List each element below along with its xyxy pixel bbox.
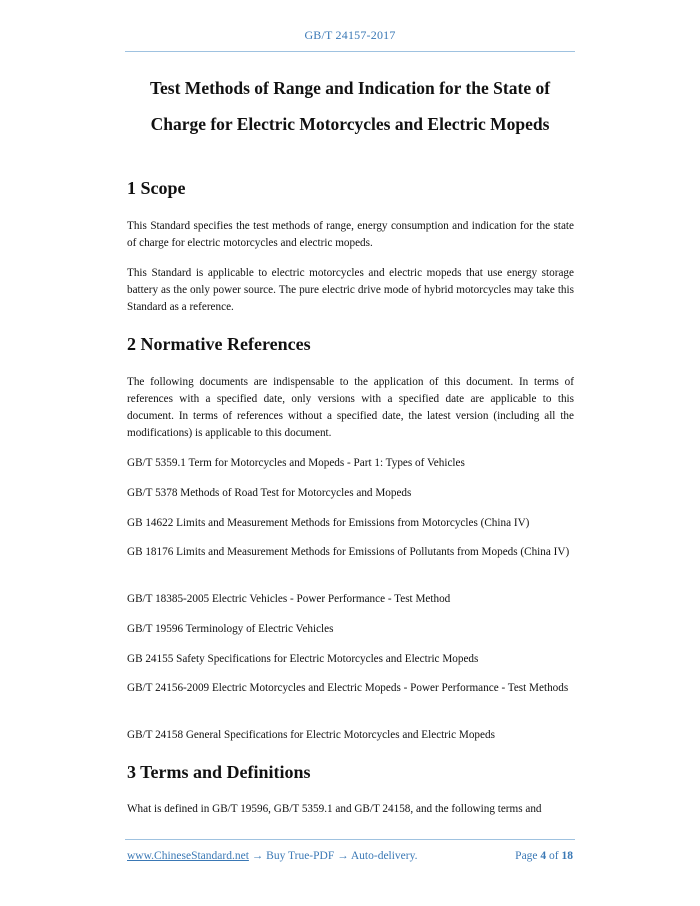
- reference-item: GB/T 24156-2009 Electric Motorcycles and Electric Mopeds - Power Performance - Test Methods: [127, 682, 569, 694]
- document-title-line-2: Charge for Electric Motorcycles and Electric Mopeds: [150, 114, 550, 134]
- total-pages: 18: [561, 850, 573, 862]
- document-title-line-1: Test Methods of Range and Indication for the State of: [149, 78, 551, 98]
- reference-item: GB/T 18385-2005 Electric Vehicles - Power Performance - Test Method: [127, 593, 451, 605]
- page-label: Page: [515, 850, 538, 862]
- scope-paragraph-2: This Standard is applicable to electric motorcycles and electric mopeds that use energy storage battery as the only power source. The pure electric drive mode of hybrid motorcycles may take this Standard as a reference.: [127, 267, 574, 313]
- reference-item: GB 24155 Safety Specifications for Electric Motorcycles and Electric Mopeds: [127, 653, 479, 665]
- arrow-right-icon: →: [337, 850, 349, 862]
- normative-intro-paragraph: The following documents are indispensable to the application of this document. In terms of references with a specified date, only versions with a specified date are applicable to this document. In terms of references without a specified date, the latest version (including all the modifications) is applicable to this document.: [127, 376, 574, 439]
- reference-item: GB/T 19596 Terminology of Electric Vehicles: [127, 623, 334, 635]
- buy-true-pdf-link[interactable]: Buy True-PDF: [266, 850, 335, 862]
- footer-divider: [125, 839, 575, 840]
- reference-item: GB 14622 Limits and Measurement Methods for Emissions from Motorcycles (China IV): [127, 517, 530, 529]
- of-label: of: [549, 850, 559, 862]
- reference-item: GB/T 5378 Methods of Road Test for Motorcycles and Mopeds: [127, 487, 412, 499]
- section-heading-scope: 1 Scope: [127, 178, 186, 198]
- header-divider: [125, 51, 575, 52]
- terms-paragraph-1: What is defined in GB/T 19596, GB/T 5359.1 and GB/T 24158, and the following terms and: [127, 803, 542, 815]
- doc-code: GB/T 24157-2017: [304, 28, 396, 42]
- section-heading-terms-definitions: 3 Terms and Definitions: [127, 762, 311, 782]
- auto-delivery-text: Auto-delivery.: [350, 850, 418, 862]
- reference-item: GB/T 5359.1 Term for Motorcycles and Mopeds - Part 1: Types of Vehicles: [127, 457, 465, 469]
- reference-item: GB/T 24158 General Specifications for Electric Motorcycles and Electric Mopeds: [127, 729, 495, 741]
- website-link[interactable]: www.ChineseStandard.net: [127, 850, 249, 862]
- reference-item: GB 18176 Limits and Measurement Methods for Emissions of Pollutants from Mopeds (China IV): [127, 546, 570, 558]
- arrow-right-icon: →: [251, 850, 264, 862]
- section-heading-normative-references: 2 Normative References: [127, 334, 311, 354]
- page-number: 4: [540, 850, 547, 862]
- footer-promo: [127, 850, 418, 862]
- page-indicator: [515, 850, 573, 862]
- scope-paragraph-1: This Standard specifies the test methods of range, energy consumption and indication for the state of charge for electric motorcycles and electric mopeds.: [127, 220, 574, 249]
